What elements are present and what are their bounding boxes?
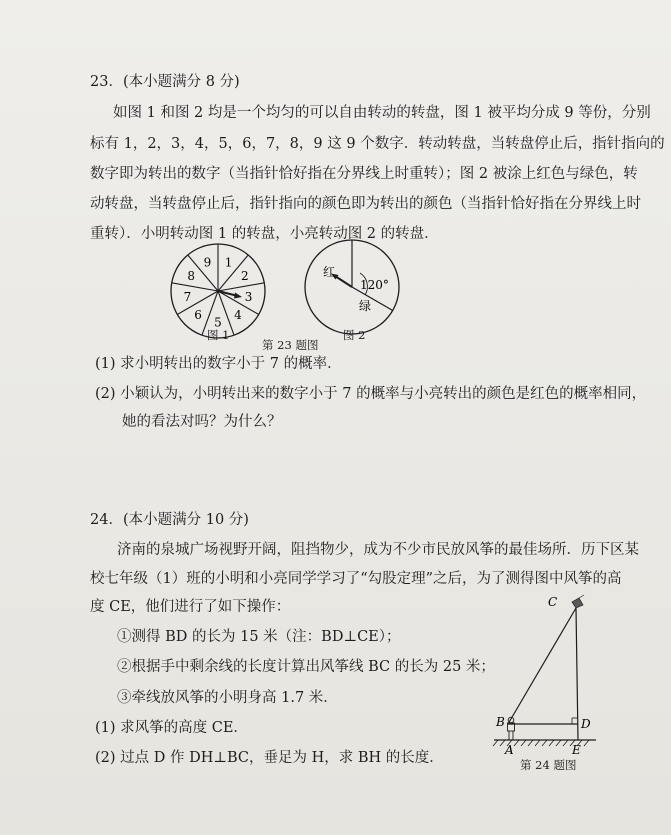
spinner-1-hub	[216, 289, 219, 292]
spinner-1-number: 8	[187, 269, 195, 283]
q23-figure-1-caption: 图 1	[207, 328, 230, 342]
spinner-sectors	[171, 244, 265, 338]
spinner-1-divider	[172, 283, 218, 291]
hatch-mark	[528, 740, 533, 746]
spinner-1-number: 4	[234, 308, 242, 323]
q23-line-2: 标有 1，2，3，4，5，6，7，8，9 这 9 个数字．转动转盘，当转盘停止后，指针指向的	[90, 136, 665, 152]
spinner-1-pointer-head	[234, 293, 242, 299]
spinner-1-number: 6	[194, 308, 202, 323]
hatch-mark	[493, 740, 498, 746]
q24-sub-question-1: (1) 求风筝的高度 CE．	[95, 720, 248, 736]
q24-sub-question-2: (2) 过点 D 作 DH⊥BC，垂足为 H，求 BH 的长度．	[95, 750, 444, 766]
label-B: B	[496, 715, 505, 729]
q23-line-5: 重转）．小明转动图 1 的转盘，小亮转动图 2 的转盘．	[90, 226, 439, 242]
kite-icon	[572, 595, 584, 608]
q24-line-1: 济南的泉城广场视野开阔，阻挡物少，成为不少市民放风筝的最佳场所．历下区某	[117, 542, 639, 558]
q23-sub-question-2-line-1: (2) 小颖认为，小明转出来的数字小于 7 的概率与小亮转出的颜色是红色的概率相同，	[95, 386, 647, 402]
label-angle: 120°	[360, 278, 389, 292]
spinner-1-number: 7	[183, 289, 192, 304]
q23-line-3: 数字即为转出的数字（当指针恰好指在分界线上时重转）；图 2 被涂上红色与绿色，转	[90, 166, 638, 182]
q23-sub-question-1: (1) 求小明转出的数字小于 7 的概率．	[95, 356, 342, 372]
q24-figure-title: 第 24 题图	[520, 758, 577, 772]
hatch-mark	[521, 740, 526, 746]
q24-line-3: 度 CE，他们进行了如下操作：	[90, 599, 291, 615]
q23-heading: 23．(本小题满分 8 分)	[90, 74, 240, 90]
kite-line-BC	[508, 608, 576, 724]
spinner-1-number: 1	[224, 255, 233, 270]
label-A: A	[505, 743, 514, 757]
label-C: C	[548, 595, 558, 609]
spinner-1-number: 5	[214, 315, 222, 330]
spinner-1-number: 2	[241, 269, 249, 283]
q23-line-4: 动转盘，当转盘停止后，指针指向的颜色即为转出的颜色（当指针恰好指在分界线上时	[90, 196, 641, 212]
q24-step-2: ②根据手中剩余线的长度计算出风筝线 BC 的长为 25 米；	[117, 659, 495, 675]
q23-line-1: 如图 1 和图 2 均是一个均匀的可以自由转动的转盘，图 1 被平均分成 9 等份，分别	[113, 105, 651, 121]
spinner-2-pointer	[335, 276, 352, 287]
person-icon	[508, 717, 515, 740]
label-red: 红	[323, 265, 336, 279]
q24-heading: 24．(本小题满分 10 分)	[90, 512, 249, 528]
hatch-mark	[563, 740, 568, 746]
hatch-mark	[584, 740, 589, 746]
label-green: 绿	[359, 299, 372, 313]
q24-step-1: ①测得 BD 的长为 15 米（注：BD⊥CE）；	[117, 629, 401, 645]
segment-CE	[576, 608, 578, 740]
q23-figure-title: 第 23 题图	[262, 338, 319, 352]
q23-figure-2-caption: 图 2	[343, 328, 366, 342]
label-D: D	[581, 717, 591, 731]
hatch-mark	[542, 740, 547, 746]
q23-sub-question-2-line-2: 她的看法对吗？为什么？	[122, 414, 282, 430]
q24-kite-figure	[488, 594, 608, 772]
spinner-1-divider	[218, 283, 264, 291]
hatch-mark	[514, 740, 519, 746]
label-E: E	[572, 743, 581, 757]
hatch-mark	[535, 740, 540, 746]
hatch-mark	[556, 740, 561, 746]
q24-line-2: 校七年级（1）班的小明和小亮同学学习了“勾股定理”之后，为了测得图中风筝的高	[90, 571, 622, 587]
spinner-1-number: 9	[203, 255, 212, 270]
q23-figure-2-spinner	[297, 232, 407, 342]
spinner-1-number: 3	[244, 289, 253, 304]
hatch-mark	[549, 740, 554, 746]
q24-step-3: ③牵线放风筝的小明身高 1.7 米．	[117, 690, 338, 706]
